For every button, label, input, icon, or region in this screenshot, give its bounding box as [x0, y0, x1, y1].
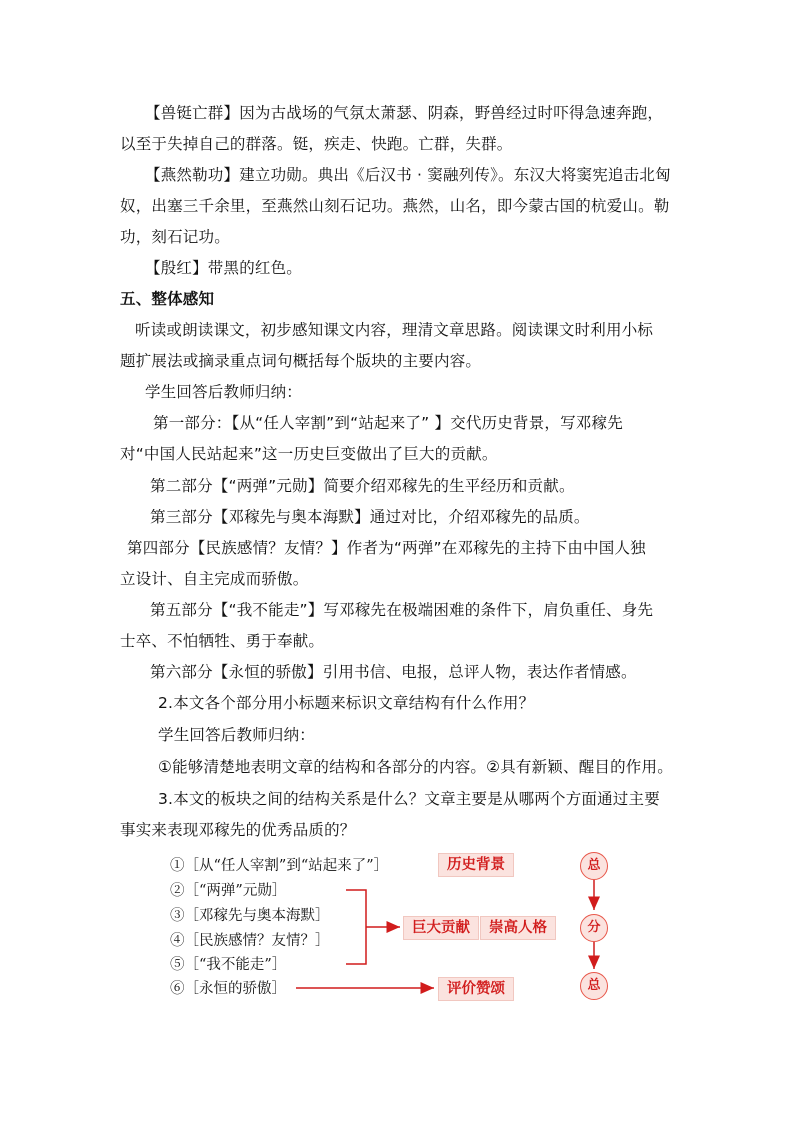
text-line: 第六部分【永恒的骄傲】引用书信、电报，总评人物，表达作者情感。 — [150, 663, 637, 681]
diagram-item: ⑥［永恒的骄傲］ — [170, 981, 286, 997]
diagram-item: ①［从“任人宰割”到“站起来了”］ — [170, 858, 389, 874]
tag-contribution: 巨大贡献 — [403, 916, 479, 940]
text-line: 学生回答后教师归纳： — [145, 383, 303, 401]
circle-total-top: 总 — [580, 852, 608, 880]
text-line: 事实来表现邓稼先的优秀品质的？ — [120, 821, 356, 839]
text-line: 【殷红】带黑的红色。 — [145, 259, 303, 277]
text-line: 听读或朗读课文，初步感知课文内容，理清文章思路。阅读课文时利用小标 — [135, 321, 654, 339]
bracket-line — [346, 890, 366, 964]
text-line: 题扩展法或摘录重点词句概括每个版块的主要内容。 — [120, 352, 482, 370]
diagram-item: ④［民族感情？友情？］ — [170, 933, 330, 949]
text-line: 奴，出塞三千余里，至燕然山刻石记功。燕然，山名，即今蒙古国的杭爱山。勒 — [120, 197, 670, 215]
circle-total-bottom: 总 — [580, 972, 608, 1000]
text-line: 学生回答后教师归纳： — [158, 726, 316, 744]
diagram-item: ③［邓稼先与奥本海默］ — [170, 908, 330, 924]
tag-character: 崇高人格 — [480, 916, 556, 940]
section-heading: 五、整体感知 — [120, 290, 215, 308]
diagram-item: ②［“两弹”元勋］ — [170, 883, 287, 899]
text-line: 【兽铤亡群】因为古战场的气氛太萧瑟、阴森，野兽经过时吓得急速奔跑， — [145, 104, 664, 122]
text-line: 3.本文的板块之间的结构关系是什么？文章主要是从哪两个方面通过主要 — [158, 790, 660, 808]
text-line: 立设计、自主完成而骄傲。 — [120, 570, 309, 588]
text-line: 对“中国人民站起来”这一历史巨变做出了巨大的贡献。 — [120, 445, 498, 463]
circle-part: 分 — [580, 914, 608, 942]
text-line: 第二部分【“两弹”元勋】简要介绍邓稼先的生平经历和贡献。 — [150, 477, 575, 495]
text-line: 第三部分【邓稼先与奥本海默】通过对比，介绍邓稼先的品质。 — [150, 508, 590, 526]
diagram-item: ⑤［“我不能走”］ — [170, 957, 287, 973]
text-line: ①能够清楚地表明文章的结构和各部分的内容。②具有新颖、醒目的作用。 — [158, 758, 673, 776]
text-line: 第五部分【“我不能走”】写邓稼先在极端困难的条件下，肩负重任、身先 — [150, 601, 654, 619]
text-line: 【燕然勒功】建立功勋。典出《后汉书 · 窦融列传》。东汉大将窦宪追击北匈 — [145, 166, 671, 184]
text-line: 士卒、不怕牺牲、勇于奉献。 — [120, 632, 325, 650]
tag-history: 历史背景 — [438, 853, 514, 877]
tag-praise: 评价赞颂 — [438, 977, 514, 1001]
text-line: 第一部分：【从“任人宰割”到“站起来了” 】交代历史背景，写邓稼先 — [153, 414, 623, 432]
text-line: 2.本文各个部分用小标题来标识文章结构有什么作用？ — [158, 694, 535, 712]
text-line: 功，刻石记功。 — [120, 228, 230, 246]
text-line: 以至于失掉自己的群落。铤，疾走、快跑。亡群，失群。 — [120, 135, 513, 153]
text-line: 第四部分【民族感情？友情？】作者为“两弹”在邓稼先的主持下由中国人独 — [127, 539, 646, 557]
